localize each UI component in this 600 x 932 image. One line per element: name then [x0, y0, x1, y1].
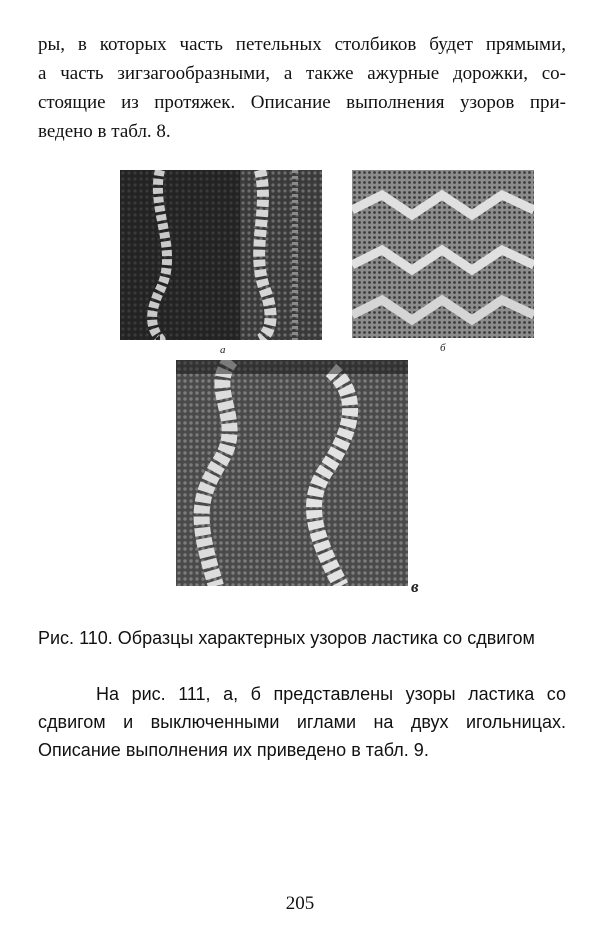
text-line: стоящие из протяжек. Описание выполнения узоров при-: [38, 92, 566, 113]
text-line: сдвигом и выключенными иглами на двух игольницах.: [38, 712, 566, 732]
page-number: 205: [285, 893, 315, 914]
photo-label-b: б: [440, 342, 446, 354]
text-line: На рис. 111, а, б представлены узоры ластика со: [96, 684, 566, 704]
text-line: Описание выполнения их приведено в табл. 9.: [38, 740, 429, 760]
body-paragraph: [38, 680, 566, 764]
top-paragraph: [38, 30, 566, 146]
figure-caption: Рис. 110. Образцы характерных узоров ластика со сдвигом: [38, 628, 535, 648]
text-line: ведено в табл. 8.: [38, 121, 171, 142]
photo-label-a: а: [220, 344, 226, 356]
text-line: а часть зигзагообразными, а также ажурные дорожки, со-: [38, 63, 566, 84]
knit-sample-photo-a: [120, 170, 322, 340]
knit-sample-photo-b: [352, 170, 534, 338]
knit-sample-photo-c: [176, 360, 408, 586]
text-line: ры, в которых часть петельных столбиков будет прямыми,: [38, 34, 566, 55]
photo-label-c: в: [411, 577, 419, 596]
